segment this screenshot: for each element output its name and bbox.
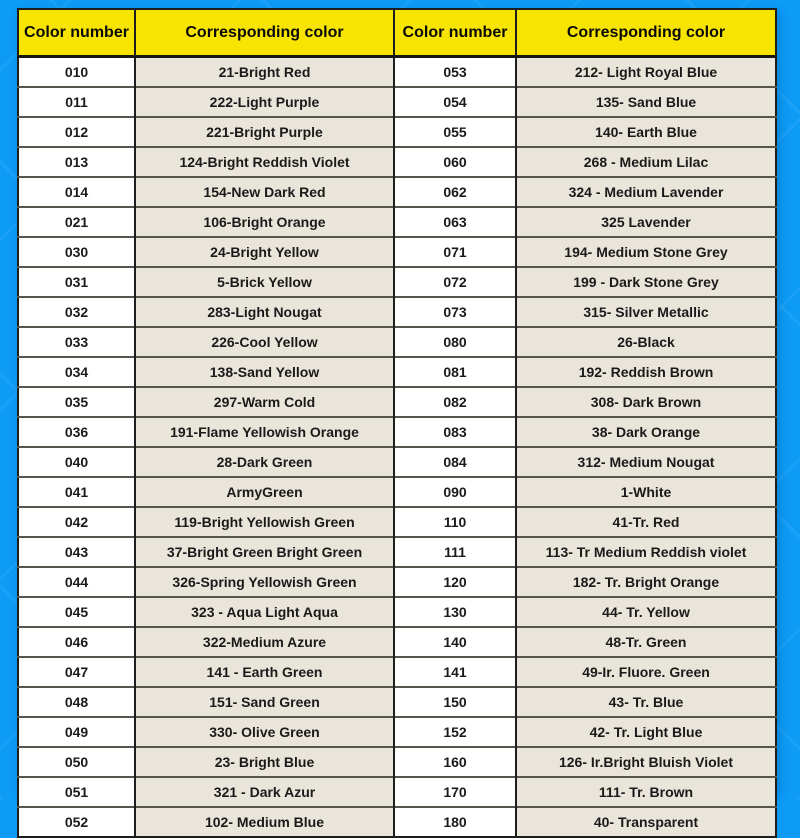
number-cell: 160 (394, 747, 516, 777)
color-cell: 199 - Dark Stone Grey (516, 267, 776, 297)
number-cell: 050 (18, 747, 135, 777)
color-cell: 308- Dark Brown (516, 387, 776, 417)
table-row (18, 507, 776, 537)
number-cell: 042 (18, 507, 135, 537)
color-cell: 191-Flame Yellowish Orange (135, 417, 394, 447)
table-row (18, 357, 776, 387)
color-mapping-table (17, 8, 777, 838)
color-cell: 26-Black (516, 327, 776, 357)
number-cell: 043 (18, 537, 135, 567)
number-cell: 060 (394, 147, 516, 177)
number-cell: 084 (394, 447, 516, 477)
color-cell: 321 - Dark Azur (135, 777, 394, 807)
color-cell: 44- Tr. Yellow (516, 597, 776, 627)
table-row (18, 747, 776, 777)
color-cell: 102- Medium Blue (135, 807, 394, 837)
color-cell: 21-Bright Red (135, 57, 394, 88)
number-cell: 152 (394, 717, 516, 747)
color-cell: 40- Transparent (516, 807, 776, 837)
table-row (18, 177, 776, 207)
number-cell: 013 (18, 147, 135, 177)
color-cell: 42- Tr. Light Blue (516, 717, 776, 747)
table-body (18, 57, 776, 838)
number-cell: 021 (18, 207, 135, 237)
number-cell: 080 (394, 327, 516, 357)
color-cell: 23- Bright Blue (135, 747, 394, 777)
color-cell: 5-Brick Yellow (135, 267, 394, 297)
number-cell: 035 (18, 387, 135, 417)
header-corresponding-color-right: Corresponding color (516, 9, 776, 57)
number-cell: 081 (394, 357, 516, 387)
color-cell: 41-Tr. Red (516, 507, 776, 537)
table-row (18, 267, 776, 297)
color-cell: 119-Bright Yellowish Green (135, 507, 394, 537)
table-row (18, 807, 776, 837)
table-row (18, 57, 776, 88)
color-cell: 182- Tr. Bright Orange (516, 567, 776, 597)
color-cell: 38- Dark Orange (516, 417, 776, 447)
table-row (18, 417, 776, 447)
number-cell: 011 (18, 87, 135, 117)
table-row (18, 387, 776, 417)
number-cell: 062 (394, 177, 516, 207)
color-cell: 1-White (516, 477, 776, 507)
color-cell: 141 - Earth Green (135, 657, 394, 687)
number-cell: 048 (18, 687, 135, 717)
number-cell: 073 (394, 297, 516, 327)
table-row (18, 597, 776, 627)
color-cell: 126- Ir.Bright Bluish Violet (516, 747, 776, 777)
number-cell: 041 (18, 477, 135, 507)
color-cell: 221-Bright Purple (135, 117, 394, 147)
table-row (18, 657, 776, 687)
table-row (18, 237, 776, 267)
number-cell: 010 (18, 57, 135, 88)
color-cell: 43- Tr. Blue (516, 687, 776, 717)
color-cell: 324 - Medium Lavender (516, 177, 776, 207)
table-row (18, 207, 776, 237)
color-cell: 312- Medium Nougat (516, 447, 776, 477)
number-cell: 036 (18, 417, 135, 447)
number-cell: 054 (394, 87, 516, 117)
number-cell: 052 (18, 807, 135, 837)
color-cell: 192- Reddish Brown (516, 357, 776, 387)
table-row (18, 627, 776, 657)
number-cell: 120 (394, 567, 516, 597)
color-cell: 106-Bright Orange (135, 207, 394, 237)
number-cell: 040 (18, 447, 135, 477)
color-cell: 330- Olive Green (135, 717, 394, 747)
number-cell: 110 (394, 507, 516, 537)
number-cell: 034 (18, 357, 135, 387)
color-cell: 222-Light Purple (135, 87, 394, 117)
color-cell: 138-Sand Yellow (135, 357, 394, 387)
table-row (18, 447, 776, 477)
color-cell: 111- Tr. Brown (516, 777, 776, 807)
number-cell: 047 (18, 657, 135, 687)
number-cell: 071 (394, 237, 516, 267)
color-cell: 322-Medium Azure (135, 627, 394, 657)
number-cell: 140 (394, 627, 516, 657)
number-cell: 014 (18, 177, 135, 207)
color-cell: 124-Bright Reddish Violet (135, 147, 394, 177)
table-row (18, 147, 776, 177)
color-cell: 140- Earth Blue (516, 117, 776, 147)
header-color-number-left: Color number (18, 9, 135, 57)
number-cell: 111 (394, 537, 516, 567)
color-cell: 24-Bright Yellow (135, 237, 394, 267)
color-cell: 37-Bright Green Bright Green (135, 537, 394, 567)
number-cell: 012 (18, 117, 135, 147)
number-cell: 141 (394, 657, 516, 687)
table-row (18, 327, 776, 357)
color-cell: 113- Tr Medium Reddish violet (516, 537, 776, 567)
table-row (18, 117, 776, 147)
color-cell: 268 - Medium Lilac (516, 147, 776, 177)
number-cell: 090 (394, 477, 516, 507)
header-color-number-right: Color number (394, 9, 516, 57)
header-row (18, 9, 776, 57)
color-cell: 151- Sand Green (135, 687, 394, 717)
header-corresponding-color-left: Corresponding color (135, 9, 394, 57)
number-cell: 051 (18, 777, 135, 807)
table-row (18, 687, 776, 717)
number-cell: 180 (394, 807, 516, 837)
number-cell: 170 (394, 777, 516, 807)
color-cell: 325 Lavender (516, 207, 776, 237)
table-row (18, 537, 776, 567)
number-cell: 072 (394, 267, 516, 297)
table-row (18, 717, 776, 747)
table-row (18, 87, 776, 117)
color-cell: 212- Light Royal Blue (516, 57, 776, 88)
color-cell: 315- Silver Metallic (516, 297, 776, 327)
color-cell: 194- Medium Stone Grey (516, 237, 776, 267)
color-cell: 28-Dark Green (135, 447, 394, 477)
number-cell: 053 (394, 57, 516, 88)
number-cell: 046 (18, 627, 135, 657)
color-cell: 326-Spring Yellowish Green (135, 567, 394, 597)
number-cell: 055 (394, 117, 516, 147)
table-row (18, 567, 776, 597)
table-row (18, 477, 776, 507)
color-cell: 48-Tr. Green (516, 627, 776, 657)
number-cell: 033 (18, 327, 135, 357)
number-cell: 063 (394, 207, 516, 237)
number-cell: 044 (18, 567, 135, 597)
color-cell: 323 - Aqua Light Aqua (135, 597, 394, 627)
table-row (18, 777, 776, 807)
color-cell: 297-Warm Cold (135, 387, 394, 417)
number-cell: 082 (394, 387, 516, 417)
number-cell: 032 (18, 297, 135, 327)
number-cell: 130 (394, 597, 516, 627)
number-cell: 031 (18, 267, 135, 297)
number-cell: 049 (18, 717, 135, 747)
color-cell: 283-Light Nougat (135, 297, 394, 327)
number-cell: 030 (18, 237, 135, 267)
number-cell: 045 (18, 597, 135, 627)
color-cell: 49-Ir. Fluore. Green (516, 657, 776, 687)
table-row (18, 297, 776, 327)
color-cell: 135- Sand Blue (516, 87, 776, 117)
color-mapping-table-container (17, 8, 775, 830)
number-cell: 083 (394, 417, 516, 447)
number-cell: 150 (394, 687, 516, 717)
color-cell: 226-Cool Yellow (135, 327, 394, 357)
color-cell: ArmyGreen (135, 477, 394, 507)
color-cell: 154-New Dark Red (135, 177, 394, 207)
